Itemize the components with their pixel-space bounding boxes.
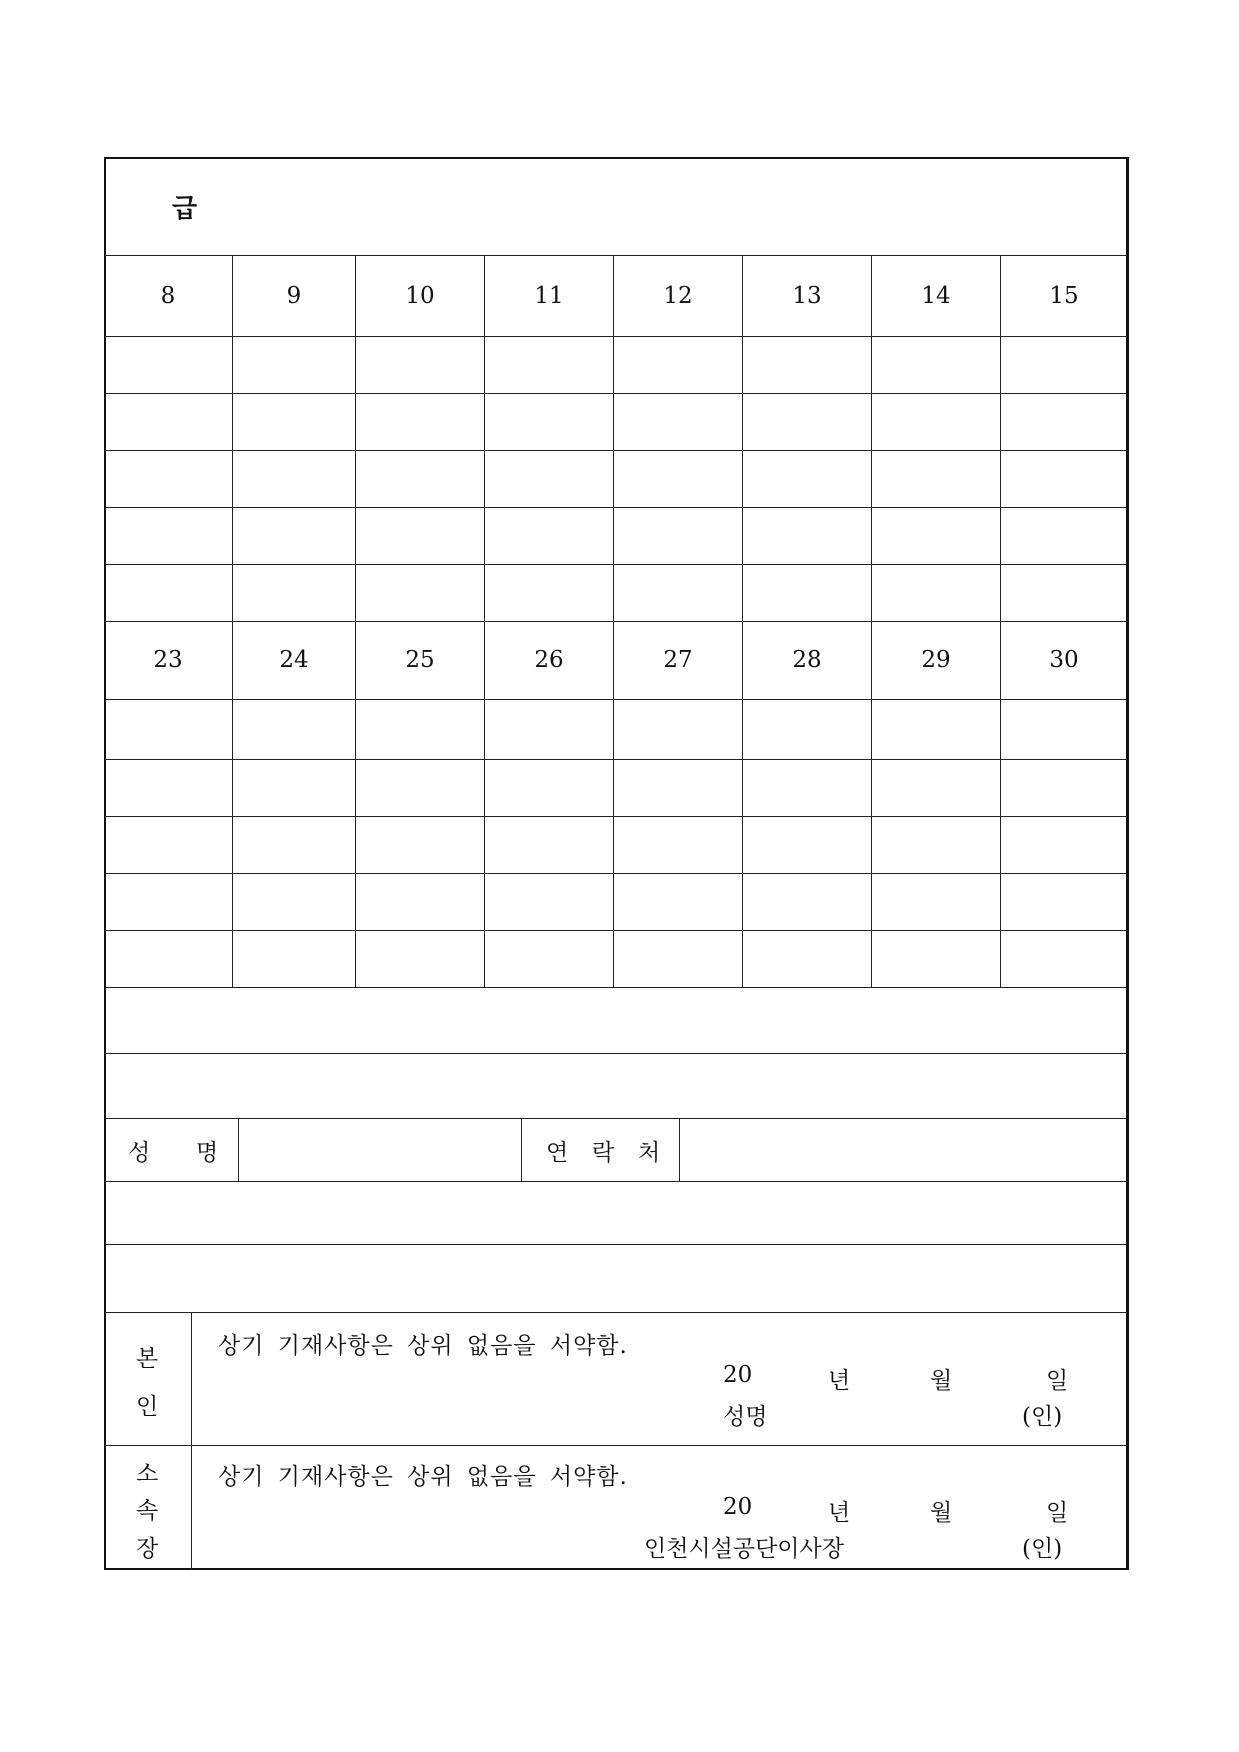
head-label-char: 소 xyxy=(136,1461,159,1487)
head-signer: 인천시설공단이사장 xyxy=(644,1536,844,1562)
name-label-char: 성 xyxy=(128,1140,151,1166)
grid-column-line xyxy=(871,255,872,987)
signature-label-divider xyxy=(191,1312,192,1569)
grid-line xyxy=(105,816,1127,817)
grid-line xyxy=(105,507,1127,508)
head-seal-mark: (인) xyxy=(1022,1536,1063,1562)
grid-line xyxy=(105,930,1127,931)
day-header-cell: 28 xyxy=(792,647,822,673)
form-title: 급 xyxy=(172,194,198,224)
self-name-label: 성명 xyxy=(723,1404,768,1430)
name-row-divider xyxy=(238,1118,239,1181)
day-header-cell: 24 xyxy=(279,647,309,673)
day-header-cell: 23 xyxy=(153,647,183,673)
name-row-divider xyxy=(679,1118,680,1181)
head-label-char: 속 xyxy=(136,1498,159,1524)
day-header-cell: 13 xyxy=(792,283,822,309)
head-date-year: 20 xyxy=(723,1494,753,1520)
self-label-char: 인 xyxy=(136,1394,159,1420)
grid-column-line xyxy=(1000,255,1001,987)
grid-line xyxy=(105,1181,1127,1182)
day-header-cell: 8 xyxy=(160,283,176,309)
grid-column-line xyxy=(355,255,356,987)
day-header-cell: 25 xyxy=(405,647,435,673)
grid-line xyxy=(105,621,1127,622)
day-header-cell: 9 xyxy=(286,283,302,309)
contact-label-char: 락 xyxy=(592,1140,615,1166)
grid-column-line xyxy=(232,255,233,987)
self-date-year: 20 xyxy=(723,1362,753,1388)
grid-line xyxy=(105,255,1127,256)
grid-line xyxy=(105,1244,1127,1245)
grid-line xyxy=(105,759,1127,760)
head-date-year-unit: 년 xyxy=(828,1500,851,1526)
head-date-day-unit: 일 xyxy=(1046,1500,1069,1526)
head-statement: 상기 기재사항은 상위 없음을 서약함. xyxy=(218,1464,628,1490)
grid-column-line xyxy=(742,255,743,987)
name-row-divider xyxy=(521,1118,522,1181)
day-header-cell: 27 xyxy=(663,647,693,673)
grid-line xyxy=(105,1118,1127,1119)
self-date-day-unit: 일 xyxy=(1046,1368,1069,1394)
grid-column-line xyxy=(613,255,614,987)
day-header-cell: 11 xyxy=(534,283,564,309)
day-header-cell: 30 xyxy=(1049,647,1079,673)
contact-label-char: 처 xyxy=(638,1140,661,1166)
day-header-cell: 29 xyxy=(921,647,951,673)
name-label-char: 명 xyxy=(196,1140,219,1166)
self-seal-mark: (인) xyxy=(1022,1404,1063,1430)
day-header-cell: 10 xyxy=(405,283,435,309)
self-date-month-unit: 월 xyxy=(930,1368,953,1394)
grid-column-line xyxy=(484,255,485,987)
grid-line xyxy=(105,1053,1127,1054)
self-statement: 상기 기재사항은 상위 없음을 서약함. xyxy=(218,1333,628,1359)
day-header-cell: 15 xyxy=(1049,283,1079,309)
grid-line xyxy=(105,1445,1127,1446)
self-label-char: 본 xyxy=(136,1346,159,1372)
grid-line xyxy=(105,987,1127,988)
grid-line xyxy=(105,336,1127,337)
head-label-char: 장 xyxy=(136,1536,159,1562)
day-header-cell: 26 xyxy=(534,647,564,673)
grid-line xyxy=(105,564,1127,565)
self-date-year-unit: 년 xyxy=(828,1368,851,1394)
grid-line xyxy=(105,1312,1127,1313)
grid-line xyxy=(105,873,1127,874)
grid-line xyxy=(105,699,1127,700)
head-date-month-unit: 월 xyxy=(930,1500,953,1526)
grid-line xyxy=(105,393,1127,394)
contact-label-char: 연 xyxy=(546,1140,569,1166)
grid-line xyxy=(105,450,1127,451)
day-header-cell: 14 xyxy=(921,283,951,309)
day-header-cell: 12 xyxy=(663,283,693,309)
